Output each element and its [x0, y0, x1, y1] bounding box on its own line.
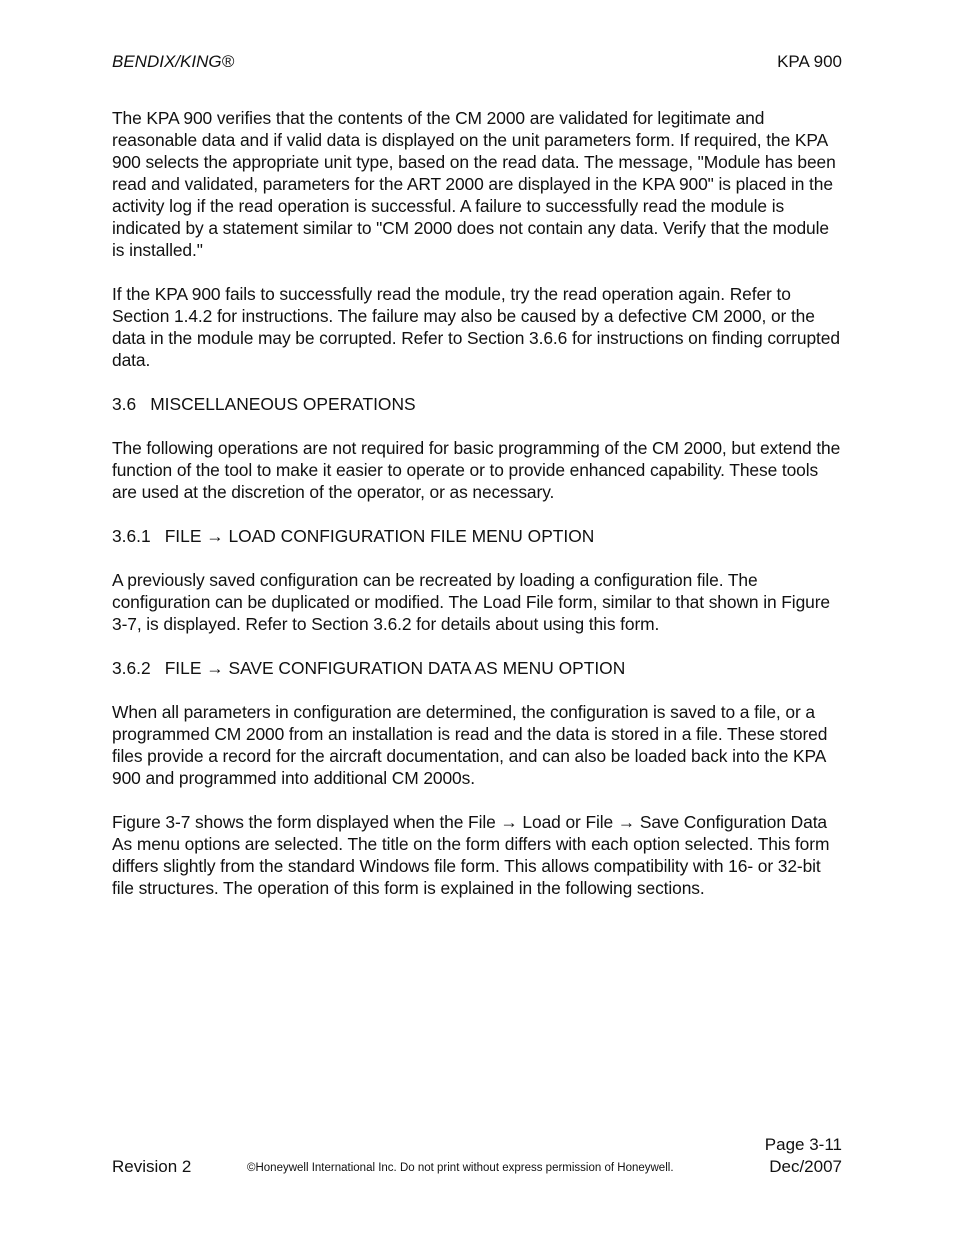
- body-paragraph-6: Figure 3-7 shows the form displayed when the File → Load or File → Save Configuration Data As menu options are selected. The title on the form differs with each option selected. This form differs slightly from the standard Windows file form. This allows compatibility with 16- or 32-bit file structures. The operation of this form is explained in the following sections.: [112, 812, 830, 898]
- section-heading-3-6-2: [112, 657, 846, 679]
- section-title: FILE → SAVE CONFIGURATION DATA AS MENU OPTION: [164, 658, 626, 678]
- body-paragraph-4: A previously saved configuration can be recreated by loading a configuration file. The configuration can be duplicated or modified. The Load File form, similar to that shown in Figure 3-7, is displayed. Refer to Section 3.6.2 for details about using this form.: [112, 570, 830, 634]
- section-number: 3.6.2: [112, 658, 151, 678]
- section-number: 3.6: [112, 394, 137, 414]
- body-paragraph-2: If the KPA 900 fails to successfully read the module, try the read operation again. Refer to Section 1.4.2 for instructions. The failure may also be caused by a defective CM 2000, or the data in the module may be corrupted. Refer to Section 3.6.6 for instructions on finding corrupted data.: [112, 284, 840, 370]
- page-content: [112, 107, 846, 921]
- body-paragraph-5: When all parameters in configuration are determined, the configuration is saved to a file, or a programmed CM 2000 from an installation is read and the data is stored in a file. These stored files provide a record for the aircraft documentation, and can also be loaded back into the KPA 900 and programmed into additional CM 2000s.: [112, 702, 828, 788]
- section-title: FILE → LOAD CONFIGURATION FILE MENU OPTION: [164, 526, 595, 546]
- footer-date: Dec/2007: [769, 1157, 842, 1176]
- footer-revision: Revision 2: [112, 1157, 192, 1176]
- header-brand: BENDIX/KING®: [112, 52, 235, 71]
- section-number: 3.6.1: [112, 526, 151, 546]
- footer-copyright: ©Honeywell International Inc. Do not print without express permission of Honeywell.: [247, 1162, 674, 1174]
- header-product: KPA 900: [777, 52, 842, 71]
- section-heading-3-6-1: [112, 525, 846, 547]
- footer-page-info: [765, 1134, 842, 1178]
- section-title: MISCELLANEOUS OPERATIONS: [150, 394, 416, 414]
- footer-page-number: Page 3-11: [764, 1135, 842, 1154]
- section-heading-3-6: [112, 393, 846, 415]
- body-paragraph-3: The following operations are not required for basic programming of the CM 2000, but extend the function of the tool to make it easier to operate or to provide enhanced capability. These tools are used at the discretion of the operator, or as necessary.: [112, 438, 841, 502]
- body-paragraph-1: The KPA 900 verifies that the contents of the CM 2000 are validated for legitimate and reasonable data and if valid data is displayed on the unit parameters form. If required, the KPA 900 selects the appropriate unit type, based on the read data. The message, "Module has been read and validated, parameters for the ART 2000 are displayed in the KPA 900" is placed in the activity log if the read operation is successful. A failure to successfully read the module is indicated by a statement similar to "CM 2000 does not contain any data. Verify that the module is installed.": [112, 108, 836, 260]
